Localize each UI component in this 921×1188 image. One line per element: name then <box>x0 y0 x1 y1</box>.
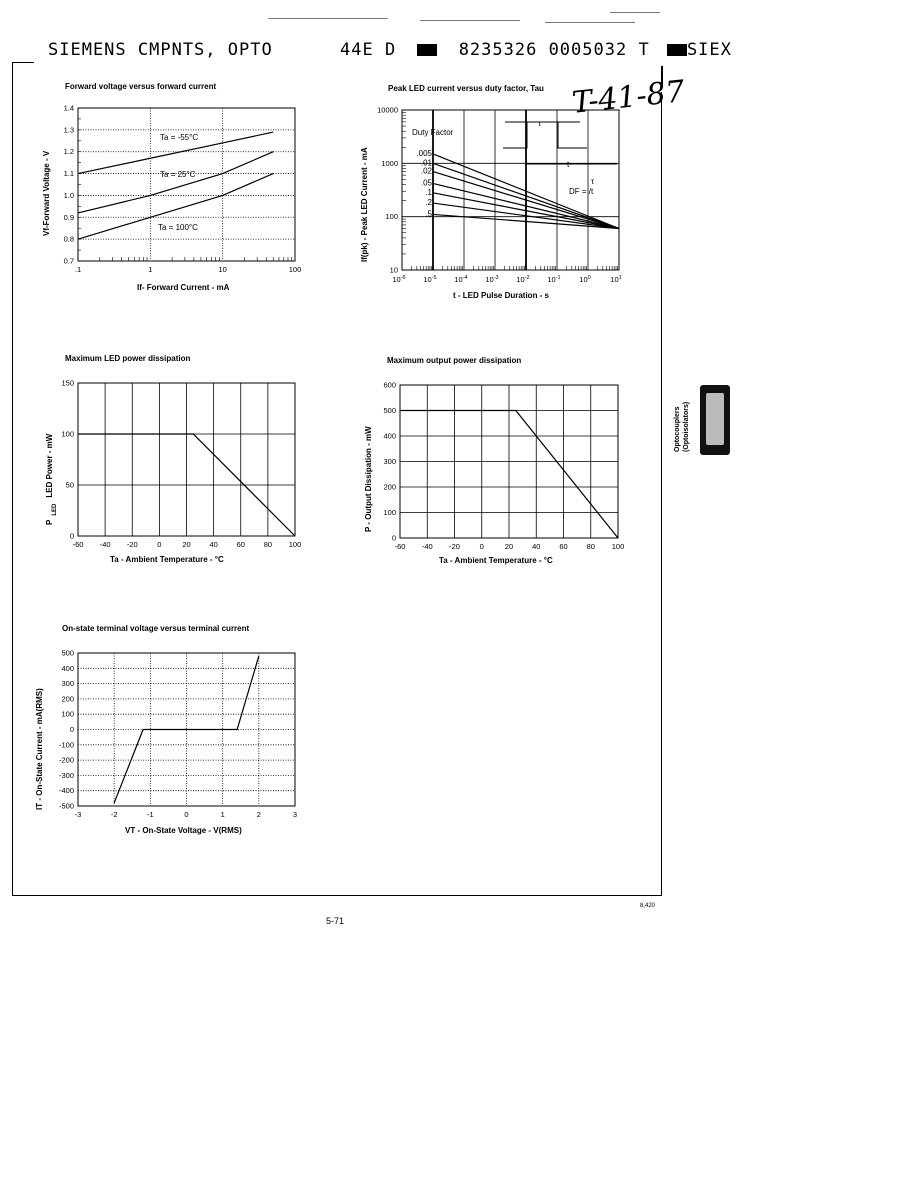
x-tick-base: 10 <box>454 275 463 284</box>
header-code2: 8235326 0005032 T <box>458 40 650 60</box>
side-tab-text <box>673 402 691 452</box>
x-tick-label: -2 <box>110 810 118 819</box>
x-tick-exponent: -4 <box>462 275 468 281</box>
y-tick-label: -500 <box>58 801 74 811</box>
x-tick-label: 40 <box>209 540 218 549</box>
y-tick-label: 100 <box>383 508 396 517</box>
x-tick-label: 0 <box>157 540 162 549</box>
series-label: .005 <box>416 148 432 158</box>
handwritten-note: T-41-87 <box>570 74 687 121</box>
y-tick-label: 0 <box>69 725 74 734</box>
annotation-df <box>569 187 594 196</box>
side-tab-image <box>700 385 730 455</box>
y-axis-label: If(pk) - Peak LED Current - mA <box>360 147 369 262</box>
header-code3: SIEX <box>686 40 732 60</box>
chart-led-power <box>30 350 320 570</box>
series-label: .1 <box>425 187 432 197</box>
header-code <box>340 40 732 60</box>
series-line-1 <box>78 152 273 213</box>
y-tick-label: 200 <box>61 694 74 704</box>
x-tick-label: 80 <box>263 540 273 549</box>
y-tick-label: -100 <box>58 740 74 750</box>
x-tick-label: 2 <box>256 810 261 819</box>
x-tick-label: -1 <box>146 810 154 819</box>
x-tick-base: 10 <box>423 275 432 284</box>
header-block-2 <box>667 44 687 56</box>
y-tick-label: 300 <box>383 457 396 466</box>
x-tick-label <box>516 275 529 284</box>
series-label: .05 <box>420 178 432 188</box>
y-tick-label: 400 <box>61 663 74 673</box>
series-label: Ta = 100°C <box>158 223 198 232</box>
x-axis-label: VT - On-State Voltage - V(RMS) <box>125 826 242 835</box>
x-tick-label: -20 <box>449 542 460 551</box>
y-tick-label: 100 <box>61 429 74 439</box>
x-tick-label: 0 <box>184 810 189 819</box>
page-number: 5-71 <box>326 916 345 926</box>
x-axis-label: Ta - Ambient Temperature - °C <box>110 555 224 564</box>
series-label: .01 <box>420 158 432 168</box>
annotation-tau-top: τ <box>538 119 542 128</box>
x-tick-label <box>579 275 590 284</box>
y-tick-label: 0 <box>69 531 74 541</box>
x-axis-label: t - LED Pulse Duration - s <box>453 291 550 300</box>
chart-peak-led-current <box>355 80 640 305</box>
x-tick-exponent: -2 <box>524 275 530 281</box>
y-tick-label: 1000 <box>381 158 398 168</box>
x-tick-exponent: 0 <box>587 275 591 281</box>
y-tick-label: -400 <box>58 786 74 796</box>
y-axis-label-p: P <box>45 519 54 525</box>
y-tick-label: 50 <box>65 480 74 490</box>
frame-left <box>12 62 13 896</box>
y-tick-label: 1.0 <box>63 190 74 200</box>
x-tick-label: -60 <box>394 542 406 551</box>
y-tick-label: 600 <box>383 380 396 390</box>
x-axis-label: If- Forward Current - mA <box>137 283 230 292</box>
x-tick-label: 3 <box>292 810 298 819</box>
y-axis-label-rest: LED Power - mW <box>45 433 54 498</box>
legend-title: Duty Factor <box>412 128 454 137</box>
x-tick-base: 10 <box>610 275 619 284</box>
x-tick-exponent: -1 <box>555 275 561 281</box>
x-tick-label: 20 <box>504 542 514 551</box>
x-tick-exponent: -3 <box>493 275 499 281</box>
y-axis-label: IT - On-State Current - mA(RMS) <box>35 688 44 810</box>
chart-title: On-state terminal voltage versus terminal current <box>62 624 250 633</box>
y-tick-label: 300 <box>61 679 74 689</box>
x-tick-label: 10 <box>218 265 227 274</box>
y-tick-label: 1.1 <box>63 169 74 179</box>
frame-top <box>12 62 34 63</box>
x-tick-label <box>610 275 621 284</box>
x-tick-exponent: -6 <box>400 275 406 281</box>
chart-output-power <box>355 352 640 572</box>
header-left: SIEMENS CMPNTS, OPTO <box>48 40 273 60</box>
chart-title: Maximum LED power dissipation <box>65 354 191 363</box>
chart-on-state <box>30 620 320 840</box>
x-tick-label <box>547 275 560 284</box>
x-tick-label <box>485 275 498 284</box>
y-tick-label: 0 <box>391 533 396 543</box>
frame-right <box>661 92 662 896</box>
x-tick-base: 10 <box>579 275 588 284</box>
y-tick-label: 1.4 <box>63 103 74 113</box>
y-tick-label: 10000 <box>377 105 398 115</box>
x-tick-label: -60 <box>72 540 84 549</box>
x-tick-base: 10 <box>485 275 494 284</box>
x-tick-label <box>423 275 436 284</box>
pulse-diagram <box>503 122 617 164</box>
header-block-1 <box>417 44 437 56</box>
x-tick-base: 10 <box>516 275 525 284</box>
x-tick-label: 40 <box>532 542 541 551</box>
series-label: Ta = -55°C <box>160 133 199 142</box>
y-tick-label: 0.8 <box>63 234 74 244</box>
annotation-df-over: /t <box>588 187 594 196</box>
y-tick-label: -300 <box>58 770 74 780</box>
y-axis-label: P - Output Dissipation - mW <box>364 426 373 532</box>
x-tick-label: -40 <box>421 542 433 551</box>
x-tick-exponent: 1 <box>618 275 622 281</box>
series-label: .5 <box>425 209 432 219</box>
x-tick-label: 1 <box>148 265 153 274</box>
y-tick-label: 0.9 <box>63 212 74 222</box>
y-tick-label: 100 <box>61 709 74 719</box>
x-tick-label: 80 <box>586 542 595 551</box>
x-tick-label: 1 <box>220 810 225 819</box>
y-tick-label: 500 <box>61 648 74 658</box>
y-tick-label: 1.2 <box>63 147 74 157</box>
chart-forward-voltage <box>30 78 320 298</box>
x-tick-label: 20 <box>182 540 191 549</box>
y-tick-label: 10 <box>389 265 398 275</box>
x-tick-base: 10 <box>392 275 401 284</box>
y-axis-label <box>45 433 58 525</box>
y-tick-label: 100 <box>385 212 398 222</box>
y-tick-label: 500 <box>383 406 396 415</box>
x-tick-base: 10 <box>547 275 556 284</box>
y-tick-label: 400 <box>383 431 396 441</box>
y-tick-label: 0.7 <box>63 256 74 266</box>
side-tab-line2: (Optoisolators) <box>683 401 690 452</box>
annotation-tau-df: τ <box>591 177 595 186</box>
x-tick-label <box>392 275 405 284</box>
y-axis-label-sub: LED <box>52 503 58 516</box>
y-tick-label: 200 <box>383 482 396 492</box>
x-tick-label: 60 <box>559 542 568 551</box>
annotation-t: t <box>567 160 570 169</box>
x-tick-label: 60 <box>236 540 245 549</box>
x-tick-label: -20 <box>126 540 138 549</box>
x-axis-label: Ta - Ambient Temperature - °C <box>439 556 553 565</box>
series-label: .2 <box>425 198 432 208</box>
y-tick-label: -200 <box>58 755 74 765</box>
x-tick-label: -3 <box>74 810 82 819</box>
x-tick-label: -40 <box>99 540 111 549</box>
header-code1: 44E D <box>340 40 397 60</box>
y-axis-label: Vf-Forward Voltage - V <box>42 150 51 236</box>
x-tick-label: 0 <box>479 542 484 551</box>
x-tick-label: .1 <box>74 265 82 274</box>
y-tick-label: 1.3 <box>63 125 74 135</box>
series-label: Ta = 25°C <box>160 170 196 179</box>
x-tick-label: 100 <box>611 542 625 551</box>
chart-title: Maximum output power dissipation <box>387 356 522 365</box>
y-tick-label: 150 <box>61 378 74 388</box>
x-tick-label <box>454 275 467 284</box>
series-label: .02 <box>420 166 432 176</box>
x-tick-exponent: -5 <box>431 275 437 281</box>
page-code: 8,420 <box>640 903 656 909</box>
chart-title: Peak LED current versus duty factor, Tau <box>388 84 544 93</box>
frame-bottom <box>12 895 662 896</box>
x-tick-label: 100 <box>288 265 302 274</box>
chart-title: Forward voltage versus forward current <box>65 82 217 91</box>
side-tab-line1: Optocouplers <box>674 406 681 452</box>
x-tick-label: 100 <box>288 540 302 549</box>
annotation-df-label: DF = <box>569 187 589 196</box>
